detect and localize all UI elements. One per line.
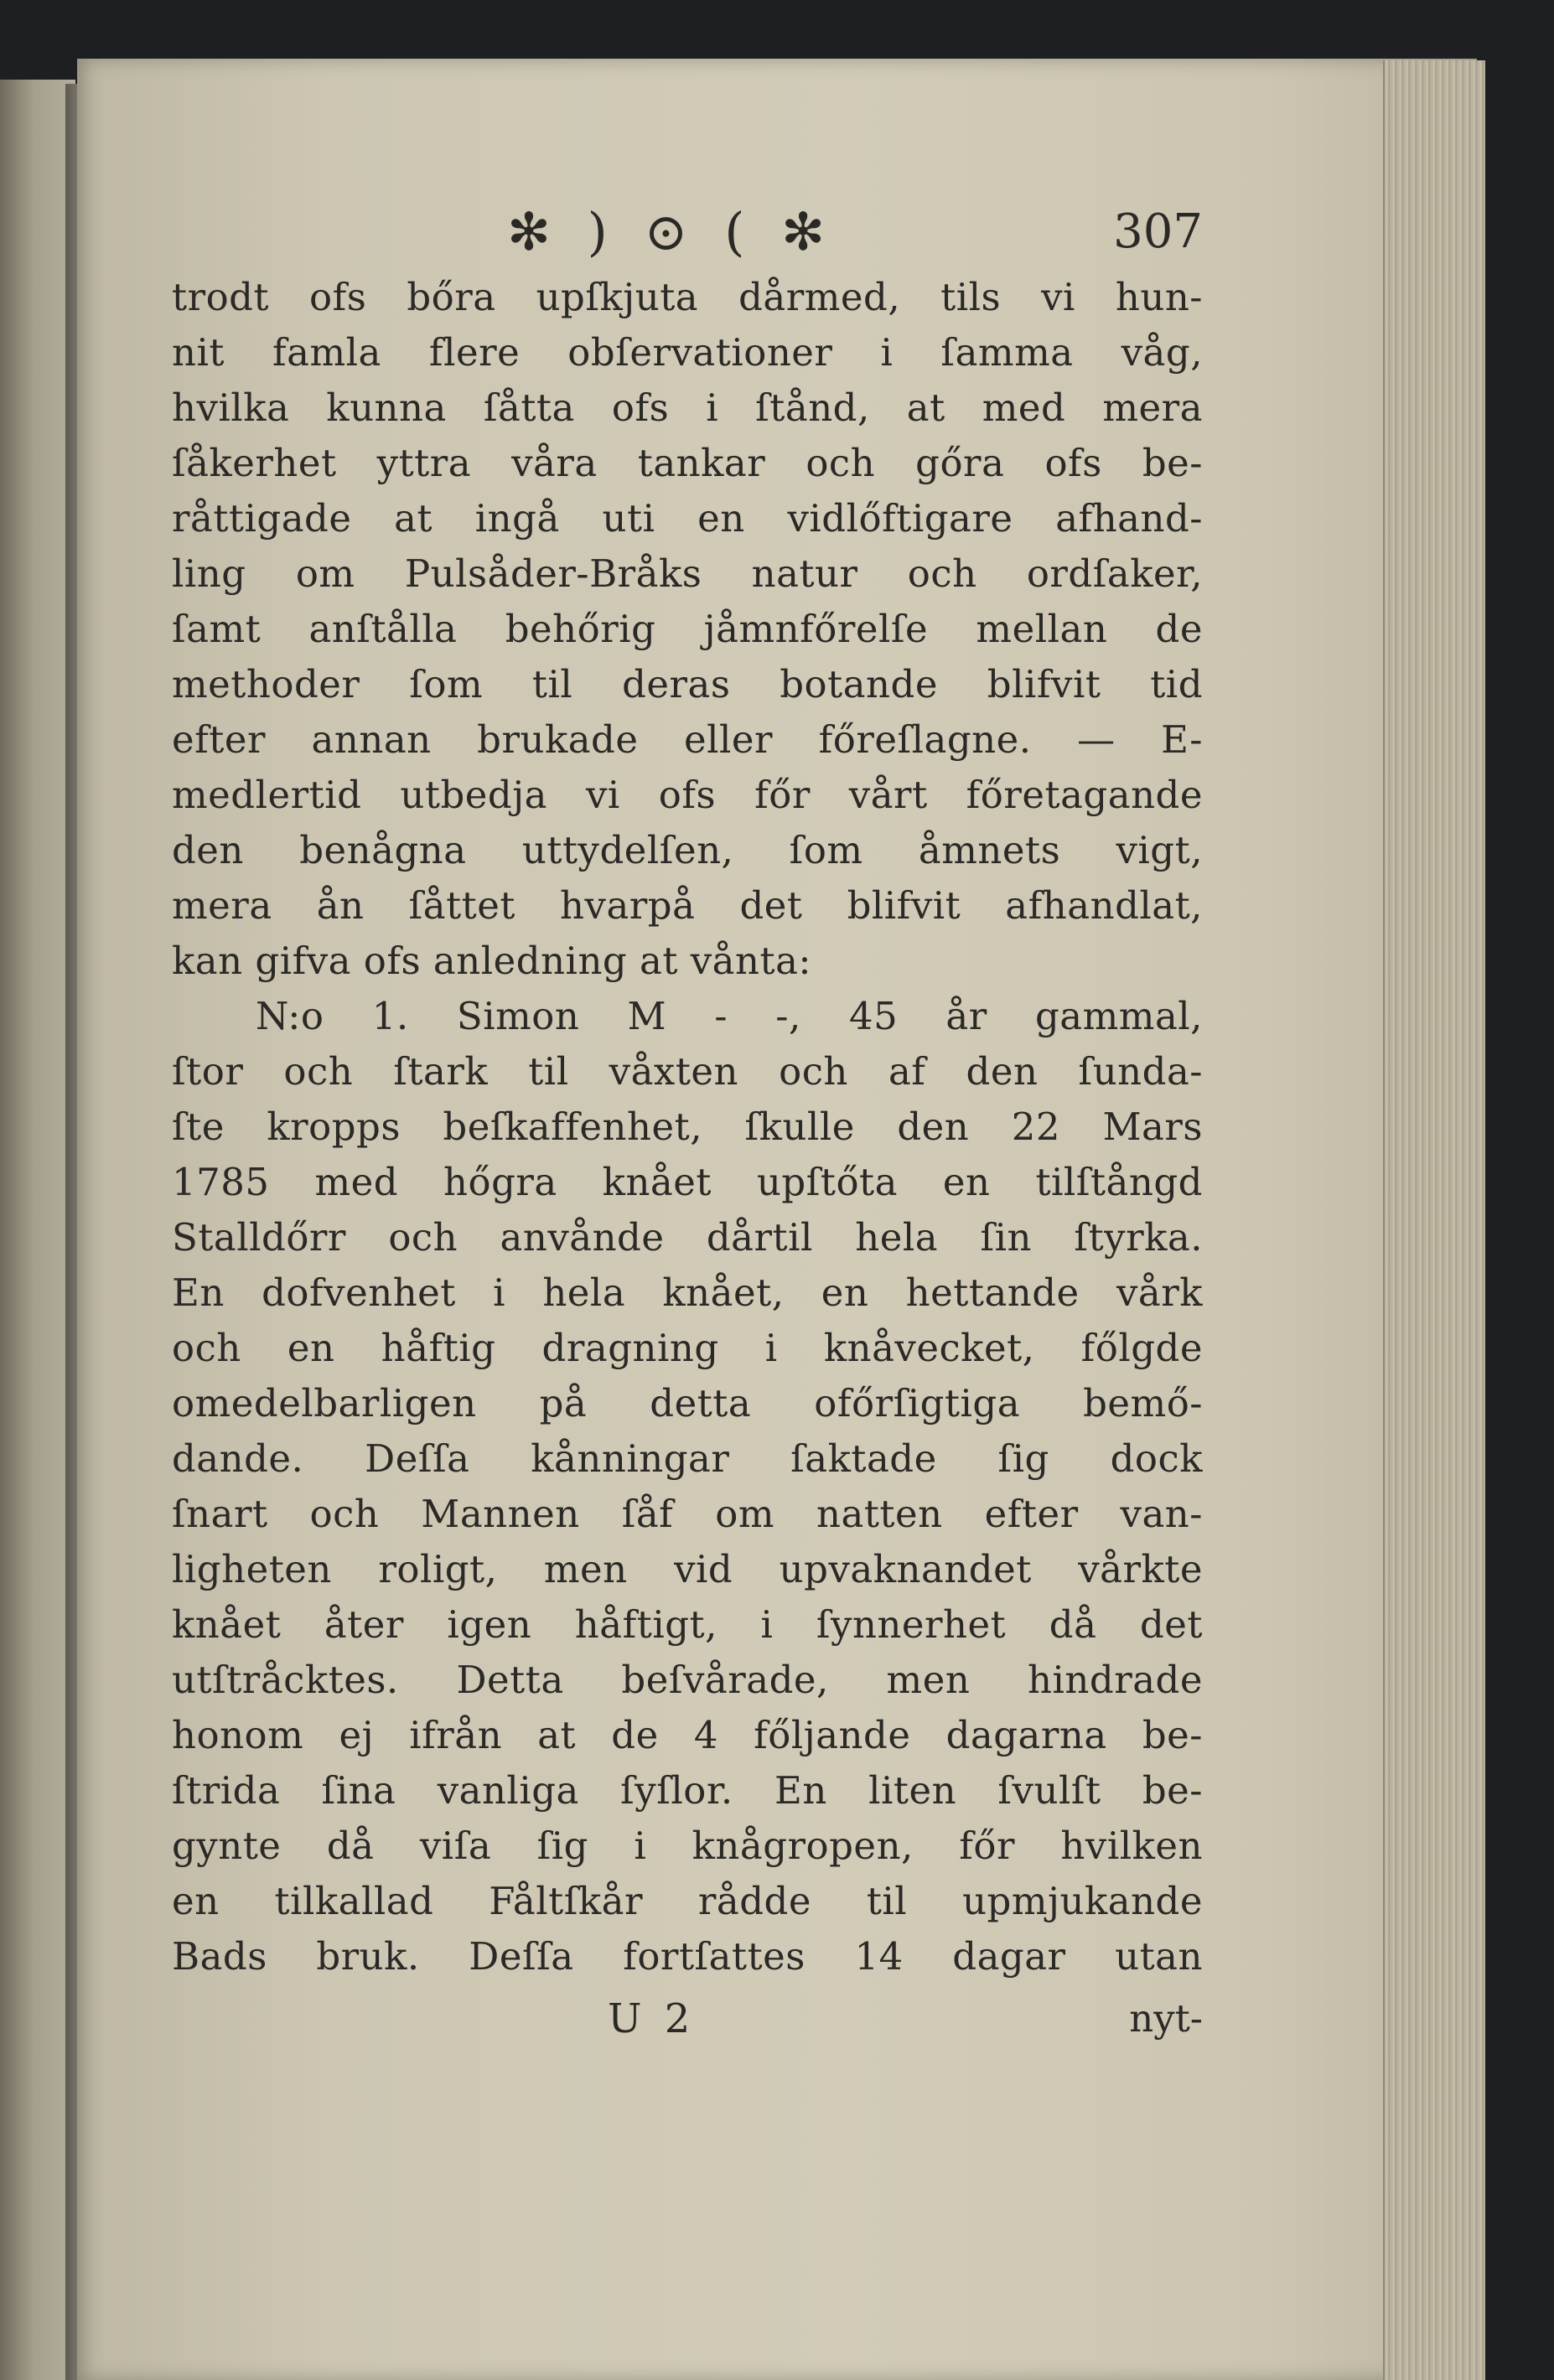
catchword: nyt- (1129, 1996, 1203, 2041)
text-line: en tilkallad Fåltſkår rådde til upmjukande (172, 1879, 1203, 1923)
text-line: medlertid utbedja vi ofs főr vårt főretagande (172, 773, 1203, 817)
text-line: Stalldőrr och anvånde dårtil hela ſin ſtyrka. (172, 1215, 1203, 1260)
text-line: 1785 med hőgra knået upſtőta en tilſtångd (172, 1160, 1203, 1204)
text-line: methoder ſom til deras botande blifvit tid (172, 662, 1203, 706)
text-line: mera ån ſåttet hvarpå det blifvit afhandlat, (172, 883, 1203, 928)
text-line: och en håftig dragning i knåvecket, főlgde (172, 1326, 1203, 1370)
text-line: honom ej ifrån at de 4 főljande dagarna be- (172, 1713, 1203, 1757)
text-line: ſtor och ſtark til våxten och af den ſunda- (172, 1049, 1203, 1094)
text-line: råttigade at ingå uti en vidlőftigare afhand- (172, 496, 1203, 541)
text-line: efter annan brukade eller főreſlagne. — E- (172, 717, 1203, 762)
text-line: hvilka kunna ſåtta ofs i ſtånd, at med mera (172, 385, 1203, 430)
text-line: ſamt anſtålla behőrig jåmnfőrelſe mellan de (172, 607, 1203, 651)
text-line: ſte kropps beſkaffenhet, ſkulle den 22 Mars (172, 1105, 1203, 1149)
text-line: trodt ofs bőra upſkjuta dårmed, tils vi hun- (172, 275, 1203, 319)
text-line: ſtrida ſina vanliga ſyſlor. En liten ſvulſt be- (172, 1768, 1203, 1813)
text-line: gynte då viſa ſig i knågropen, főr hvilken (172, 1824, 1203, 1868)
text-line: knået åter igen håftigt, i ſynnerhet då det (172, 1602, 1203, 1647)
body-text (172, 270, 1203, 1984)
page-text-block (172, 194, 1203, 2048)
text-line: den benågna uttydelſen, ſom åmnets vigt, (172, 828, 1203, 872)
text-line: nit famla flere obſervationer i ſamma våg, (172, 330, 1203, 375)
text-line: ſåkerhet yttra våra tankar och gőra ofs be- (172, 441, 1203, 485)
previous-page-edge (0, 80, 75, 2380)
text-line: ligheten roligt, men vid upvaknandet vårkte (172, 1547, 1203, 1591)
page-number: 307 (1113, 204, 1203, 259)
text-line: ling om Pulsåder-Bråks natur och ordſaker, (172, 551, 1203, 596)
signature-mark: U 2 (608, 1995, 696, 2042)
running-head (172, 194, 1203, 270)
page-block-edges (1383, 60, 1485, 2380)
text-line: dande. Deſſa kånningar ſaktade ſig dock (172, 1436, 1203, 1481)
case-heading-line: N:o 1. Simon M - -, 45 år gammal, (256, 994, 1203, 1038)
page-footer (172, 1989, 1203, 2048)
header-ornament: ✻ ) ⊙ ( ✻ (507, 201, 836, 262)
text-line: En dofvenhet i hela knået, en hettande vårk (172, 1270, 1203, 1315)
text-line: kan gifva ofs anledning at vånta: (172, 939, 812, 983)
text-line: ſnart och Mannen ſåf om natten efter van- (172, 1492, 1203, 1536)
text-line: utſtråcktes. Detta beſvårade, men hindrade (172, 1658, 1203, 1702)
text-line: Bads bruk. Deſſa fortſattes 14 dagar utan (172, 1934, 1203, 1979)
text-line: omedelbarligen på detta ofőrſigtiga bemő- (172, 1381, 1203, 1425)
